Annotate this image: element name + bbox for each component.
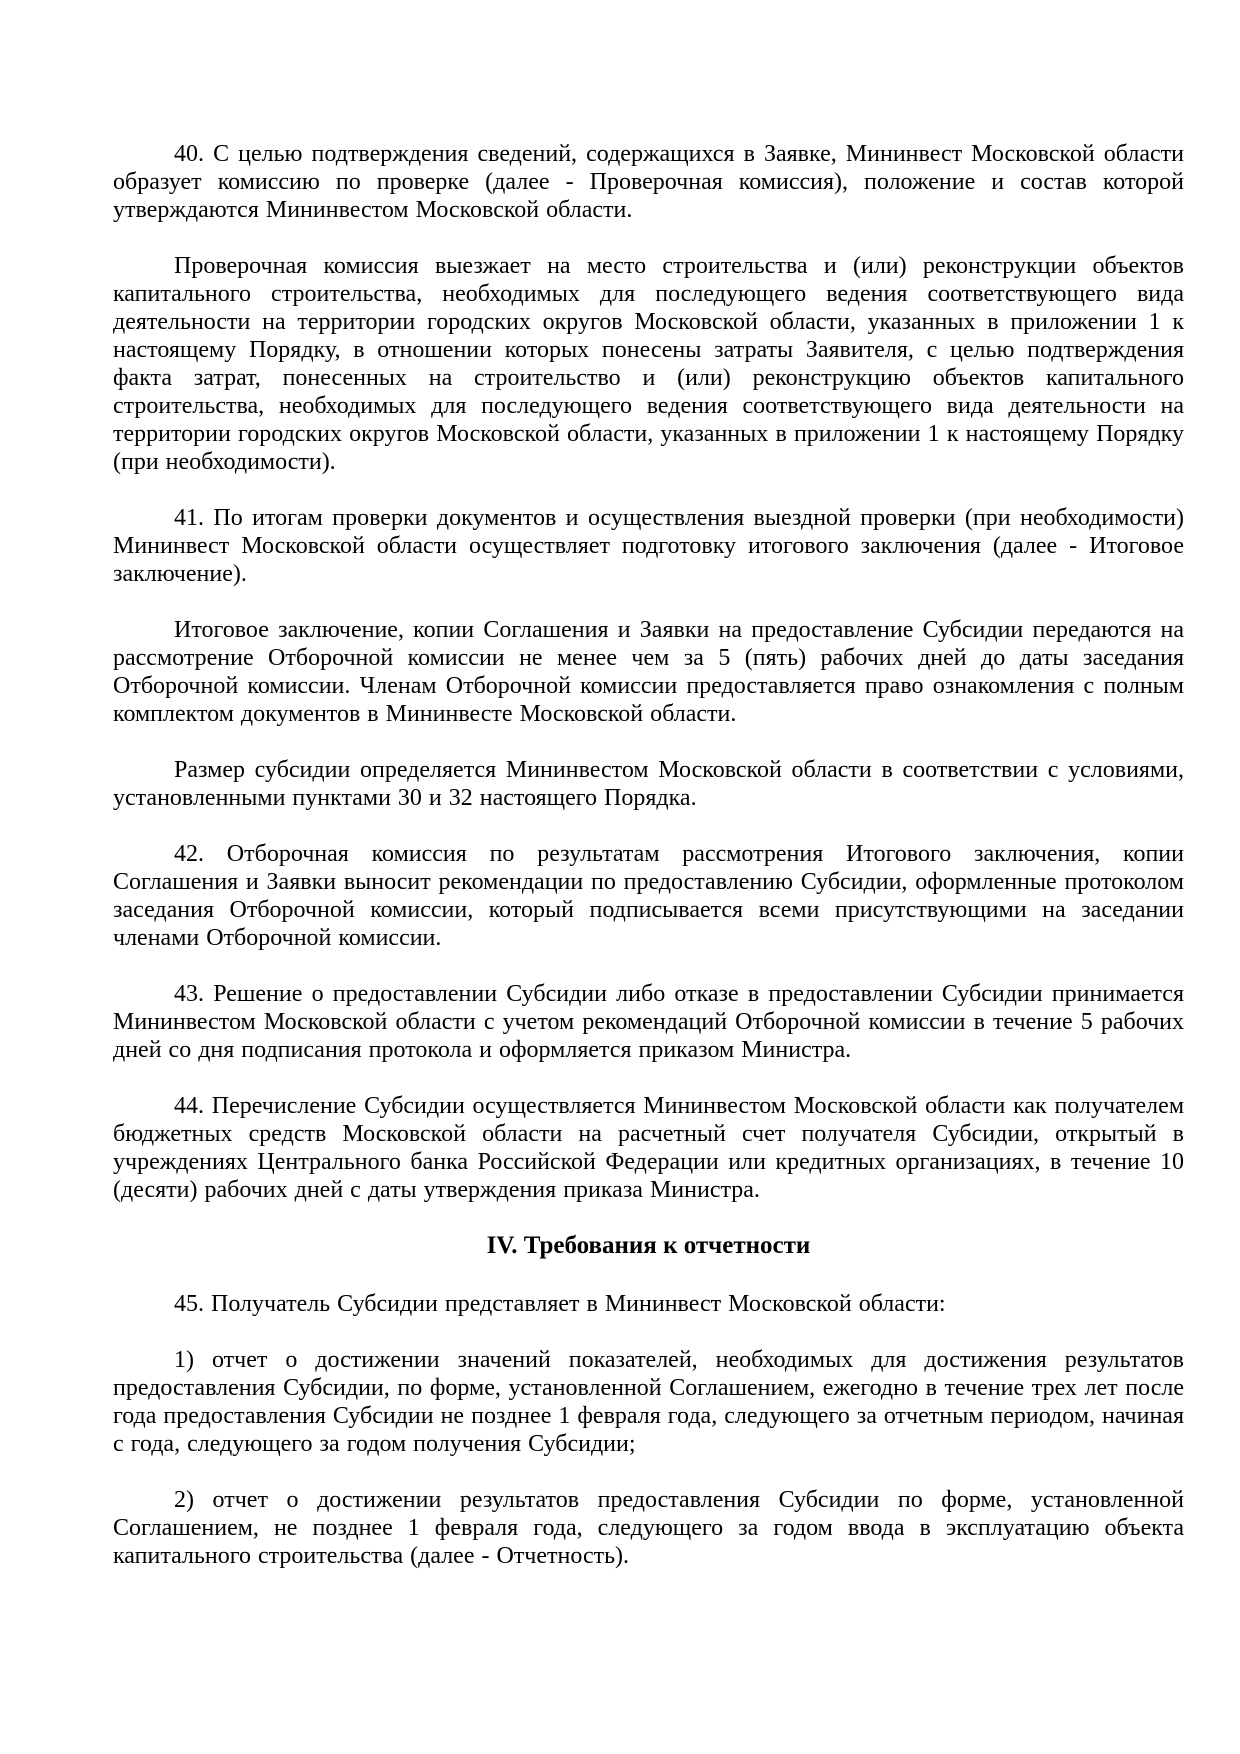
- paragraph-45: 45. Получатель Субсидии представляет в Мининвест Московской области:: [174, 1291, 946, 1317]
- paragraph-43: 43. Решение о предоставлении Субсидии либо отказе в предоставлении Субсидии принимается Мининвестом Московской области с учетом рекомендаций Отборочной комиссии в течение 5 рабочих дней со дня подписания протокола и оформляется приказом Министра.: [113, 981, 1184, 1063]
- paragraph-44: 44. Перечисление Субсидии осуществляется Мининвестом Московской области как получателем бюджетных средств Московской области на расчетный счет получателя Субсидии, открытый в учреждениях Центрального банка Российской Федерации или кредитных организациях, в течение 10 (десяти) рабочих дней с даты утверждения приказа Министра.: [113, 1093, 1184, 1203]
- paragraph-report-item-1: 1) отчет о достижении значений показателей, необходимых для достижения результатов предоставления Субсидии, по форме, установленной Соглашением, ежегодно в течение трех лет после года предоставления Субсидии не позднее 1 февраля года, следующего за отчетным периодом, начиная с года, следующего за годом получения Субсидии;: [113, 1347, 1184, 1457]
- paragraph-42: 42. Отборочная комиссия по результатам рассмотрения Итогового заключения, копии Соглашения и Заявки выносит рекомендации по предоставлению Субсидии, оформленные протоколом заседания Отборочной комиссии, который подписывается всеми присутствующими на заседании членами Отборочной комиссии.: [113, 841, 1184, 951]
- section-heading-reporting-requirements: IV. Требования к отчетности: [486, 1232, 811, 1259]
- paragraph-41: 41. По итогам проверки документов и осуществления выездной проверки (при необходимости) Мининвест Московской области осуществляет подготовку итогового заключения (далее - Итоговое заключение).: [113, 505, 1184, 587]
- paragraph-inspection-commission: Проверочная комиссия выезжает на место строительства и (или) реконструкции объектов капитального строительства, необходимых для последующего ведения соответствующего вида деятельности на территории городских округов Московской области, указанных в приложении 1 к настоящему Порядку, в отношении которых понесены затраты Заявителя, с целью подтверждения факта затрат, понесенных на строительство и (или) реконструкцию объектов капитального строительства, необходимых для последующего ведения соответствующего вида деятельности на территории городских округов Московской области, указанных в приложении 1 к настоящему Порядку (при необходимости).: [113, 253, 1184, 475]
- paragraph-40: 40. С целью подтверждения сведений, содержащихся в Заявке, Мининвест Московской области образует комиссию по проверке (далее - Проверочная комиссия), положение и состав которой утверждаются Мининвестом Московской области.: [113, 141, 1184, 223]
- paragraph-report-item-2: 2) отчет о достижении результатов предоставления Субсидии по форме, установленной Соглашением, не позднее 1 февраля года, следующего за годом ввода в эксплуатацию объекта капитального строительства (далее - Отчетность).: [113, 1487, 1184, 1569]
- paragraph-subsidy-size: Размер субсидии определяется Мининвестом Московской области в соответствии с условиями, установленными пунктами 30 и 32 настоящего Порядка.: [113, 757, 1184, 811]
- paragraph-final-conclusion: Итоговое заключение, копии Соглашения и Заявки на предоставление Субсидии передаются на рассмотрение Отборочной комиссии не менее чем за 5 (пять) рабочих дней до даты заседания Отборочной комиссии. Членам Отборочной комиссии предоставляется право ознакомления с полным комплектом документов в Мининвесте Московской области.: [113, 617, 1184, 727]
